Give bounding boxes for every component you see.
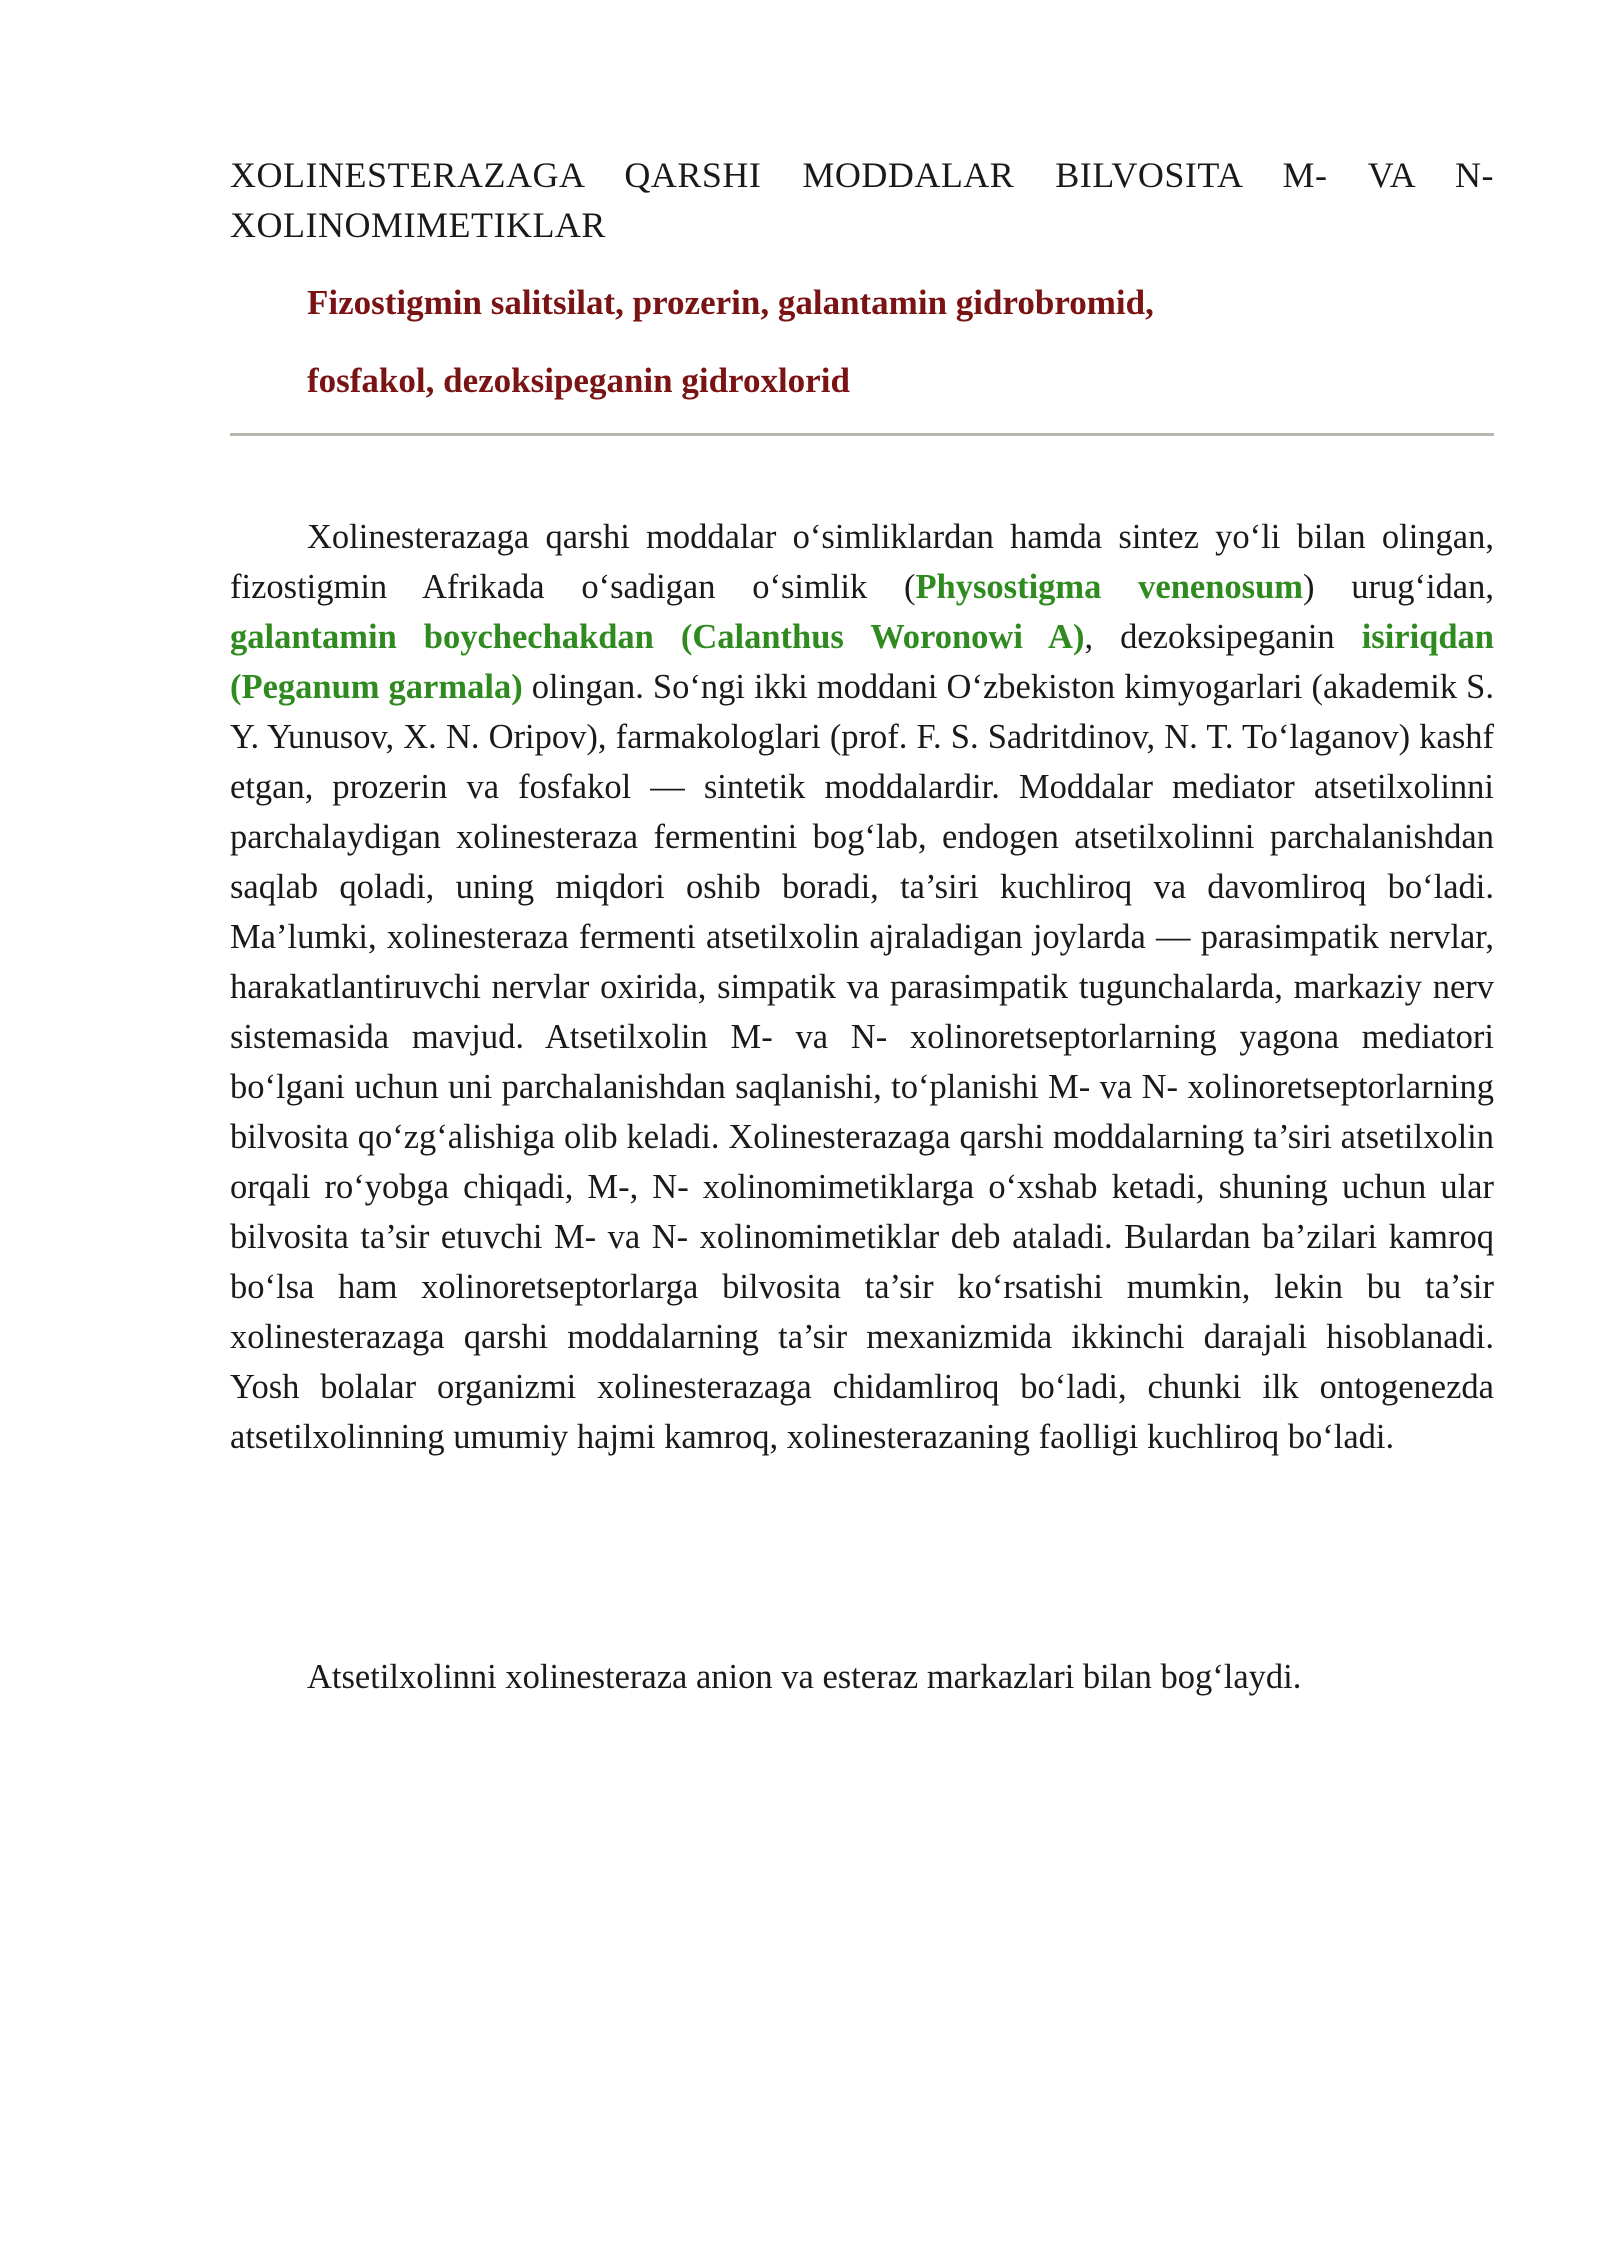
paragraph-text: olingan. So‘ngi ikki moddani O‘zbekiston kimyogarlari (akademik S. Y. Yunusov, X. N. Oripov), farmakologlari (prof. F. S. Sadritdinov, N. T. To‘laganov) kashf etgan, prozerin va fosfakol — sintetik moddalardir. Moddalar mediator atsetilxolinni parchalaydigan xolinesteraza fermentini bog‘lab, endogen atsetilxolinni parchalanishdan saqlab qoladi, uning miqdori oshib boradi, ta’siri kuchliroq va davomliroq bo‘ladi. Ma’lumki, xolinesteraza fermenti atsetilxolin ajraladigan joylarda — parasimpatik nervlar, harakatlantiruvchi nervlar oxirida, simpatik va parasimpatik tugunchalarda, markaziy nerv sistemasida mavjud. Atsetilxolin M- va N- xolinoretseptorlarning yagona mediatori bo‘lgani uchun uni parchalanishdan saqlanishi, to‘planishi M- va N- xolinoretseptorlarning bilvosita qo‘zg‘alishiga olib keladi. Xolinesterazaga qarshi moddalarning ta’siri atsetilxolin orqali ro‘yobga chiqadi, M-, N- xolinomimetiklarga o‘xshab ketadi, shuning uchun ular bilvosita ta’sir etuvchi M- va N- xolinomimetiklar deb ataladi. Bulardan ba’zilari kamroq bo‘lsa ham xolinoretseptorlarga bilvosita ta’sir ko‘rsatishi mumkin, lekin bu ta’sir xolinesterazaga qarshi moddalarning ta’sir mexanizmida ikkinchi darajali hisoblanadi. Yosh bolalar organizmi xolinesterazaga chidamliroq bo‘ladi, chunki ilk ontogenezda atsetilxolinning umumiy hajmi kamroq, xolinesterazaning faolligi kuchliroq bo‘ladi.	[230, 668, 1494, 1456]
paragraph-text: ) urug‘idan,	[1303, 568, 1494, 606]
body-paragraph-2: Atsetilxolinni xolinesteraza anion va esteraz markazlari bilan bog‘laydi.	[307, 1658, 1302, 1696]
subtitle-line-1: Fizostigmin salitsilat, prozerin, galantamin gidrobromid,	[307, 283, 1154, 322]
plant-name-peganum: isiriqdan (Peganum garmala)	[230, 618, 1494, 706]
paragraph-text: Xolinesterazaga qarshi moddalar o‘simliklardan hamda sintez yo‘li bilan olingan, fizostigmin Afrikada o‘sadigan o‘simlik (	[230, 518, 1494, 606]
plant-name-physostigma: Physostigma venenosum	[915, 568, 1303, 606]
body-paragraph-1	[230, 512, 1494, 1462]
subtitle-line-2: fosfakol, dezoksipeganin gidroxlorid	[307, 361, 850, 400]
page-title: XOLINESTERAZAGA QARSHI MODDALAR BILVOSITA M- VA N- XOLINOMIMETIKLAR	[230, 155, 1494, 245]
paragraph-text: , dezoksipeganin	[1084, 618, 1362, 656]
horizontal-divider	[230, 433, 1494, 436]
plant-name-galantamin: galantamin boychechakdan (Calanthus Woronowi A)	[230, 618, 1085, 656]
